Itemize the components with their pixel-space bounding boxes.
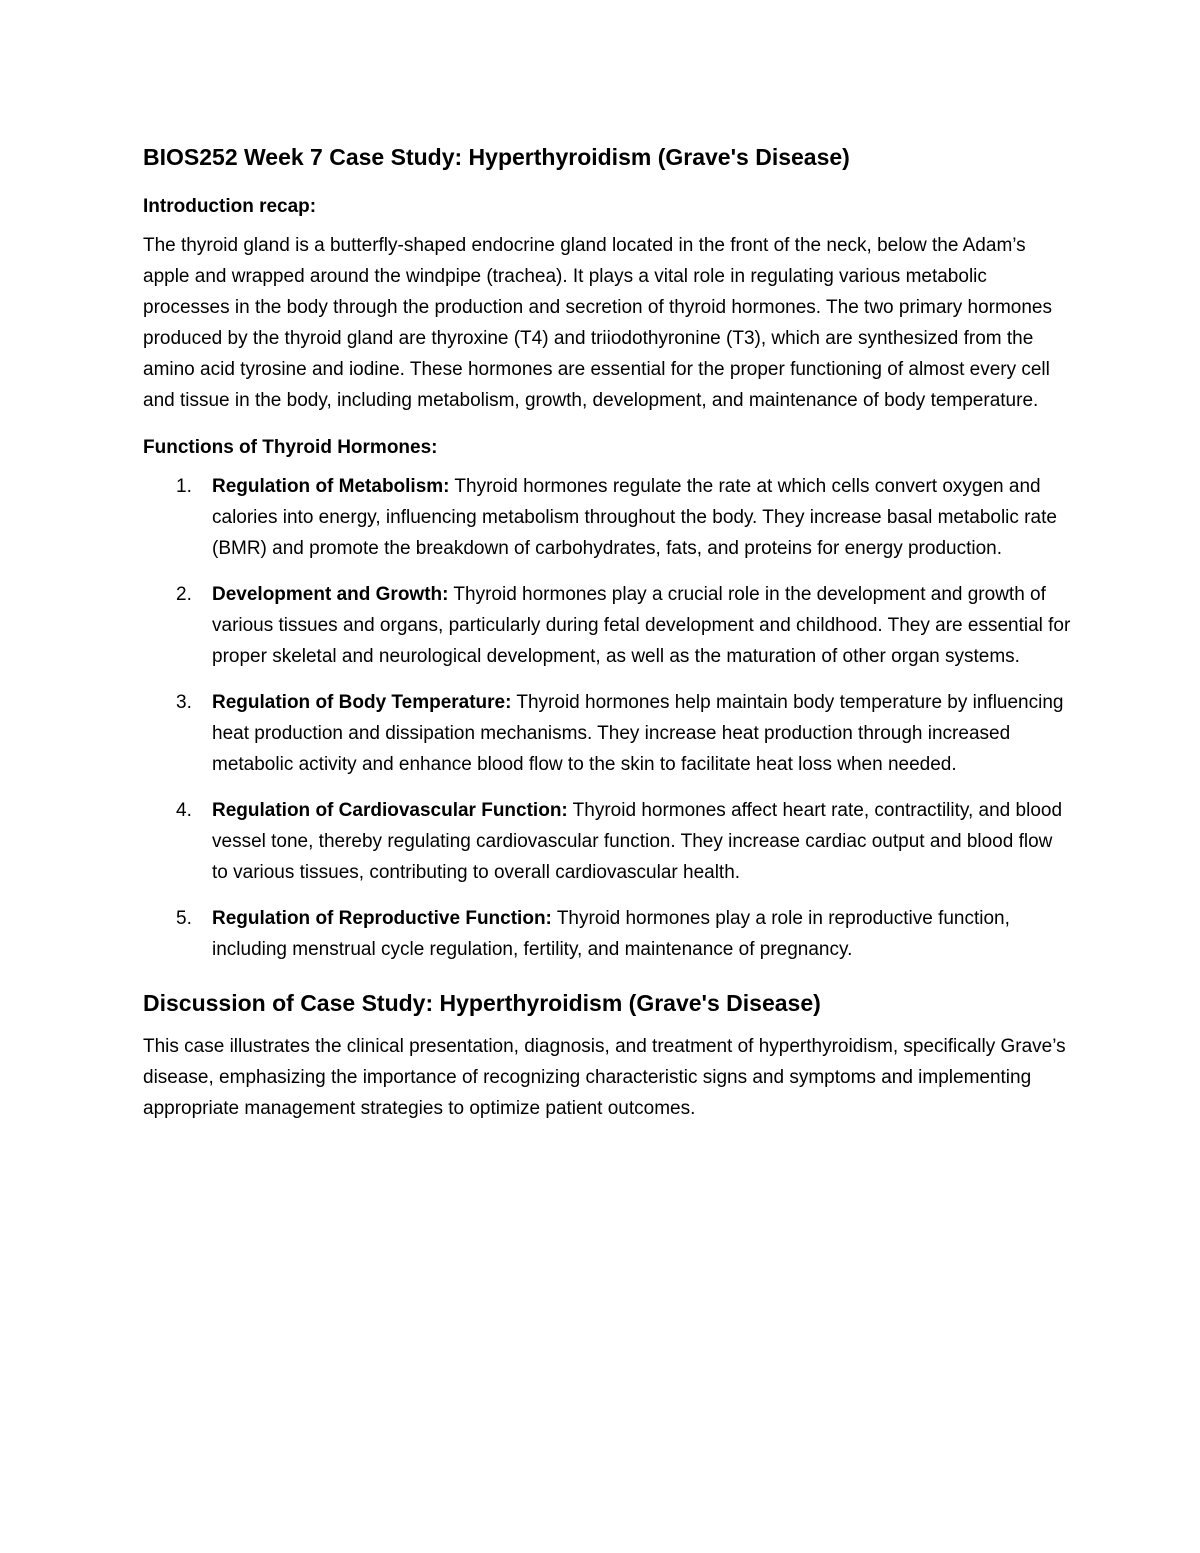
function-title: Regulation of Cardiovascular Function: <box>212 800 568 821</box>
function-item-metabolism <box>143 471 1073 564</box>
functions-list <box>143 471 1073 965</box>
functions-label: Functions of Thyroid Hormones: <box>143 437 438 458</box>
function-item-temperature <box>143 687 1073 780</box>
function-title: Development and Growth: <box>212 584 449 605</box>
function-title: Regulation of Reproductive Function: <box>212 908 552 929</box>
discussion-paragraph: This case illustrates the clinical presentation, diagnosis, and treatment of hyperthyroidism, specifically Grave’s disease, emphasizing the importance of recognizing characteristic signs and symptoms and implementing appropriate management strategies to optimize patient outcomes. <box>143 1036 1066 1119</box>
discussion-heading: Discussion of Case Study: Hyperthyroidism (Grave's Disease) <box>143 990 821 1016</box>
function-text: Thyroid hormones affect heart rate, contractility, and blood vessel tone, thereby regulating cardiovascular function. They increase cardiac output and blood flow to various tissues, contributing to overall cardiovascular health. <box>212 800 1063 883</box>
document-content <box>143 141 1073 1139</box>
function-text: Thyroid hormones play a crucial role in the development and growth of various tissues and organs, particularly during fetal development and childhood. They are essential for proper skeletal and neurological development, as well as the maturation of other organ systems. <box>212 584 1071 667</box>
function-number: 4. <box>176 800 192 821</box>
function-number: 3. <box>176 692 192 713</box>
document-title: BIOS252 Week 7 Case Study: Hyperthyroidism (Grave's Disease) <box>143 144 850 170</box>
function-title: Regulation of Metabolism: <box>212 476 450 497</box>
function-number: 5. <box>176 908 192 929</box>
function-text: Thyroid hormones regulate the rate at which cells convert oxygen and calories into energy, influencing metabolism throughout the body. They increase basal metabolic rate (BMR) and promote the breakdown of carbohydrates, fats, and proteins for energy production. <box>212 476 1057 559</box>
intro-label: Introduction recap: <box>143 196 317 217</box>
function-title: Regulation of Body Temperature: <box>212 692 512 713</box>
function-text: Thyroid hormones help maintain body temperature by influencing heat production and dissipation mechanisms. They increase heat production through increased metabolic activity and enhance blood flow to the skin to facilitate heat loss when needed. <box>212 692 1064 775</box>
intro-paragraph: The thyroid gland is a butterfly-shaped endocrine gland located in the front of the neck, below the Adam’s apple and wrapped around the windpipe (trachea). It plays a vital role in regulating various metabolic processes in the body through the production and secretion of thyroid hormones. The two primary hormones produced by the thyroid gland are thyroxine (T4) and triiodothyronine (T3), which are synthesized from the amino acid tyrosine and iodine. These hormones are essential for the proper functioning of almost every cell and tissue in the body, including metabolism, growth, development, and maintenance of body temperature. <box>143 235 1052 411</box>
function-text: Thyroid hormones play a role in reproductive function, including menstrual cycle regulation, fertility, and maintenance of pregnancy. <box>212 908 1010 960</box>
function-item-reproductive <box>143 903 1073 965</box>
function-item-cardiovascular <box>143 795 1073 888</box>
function-item-development <box>143 579 1073 672</box>
function-number: 2. <box>176 584 192 605</box>
function-number: 1. <box>176 476 192 497</box>
